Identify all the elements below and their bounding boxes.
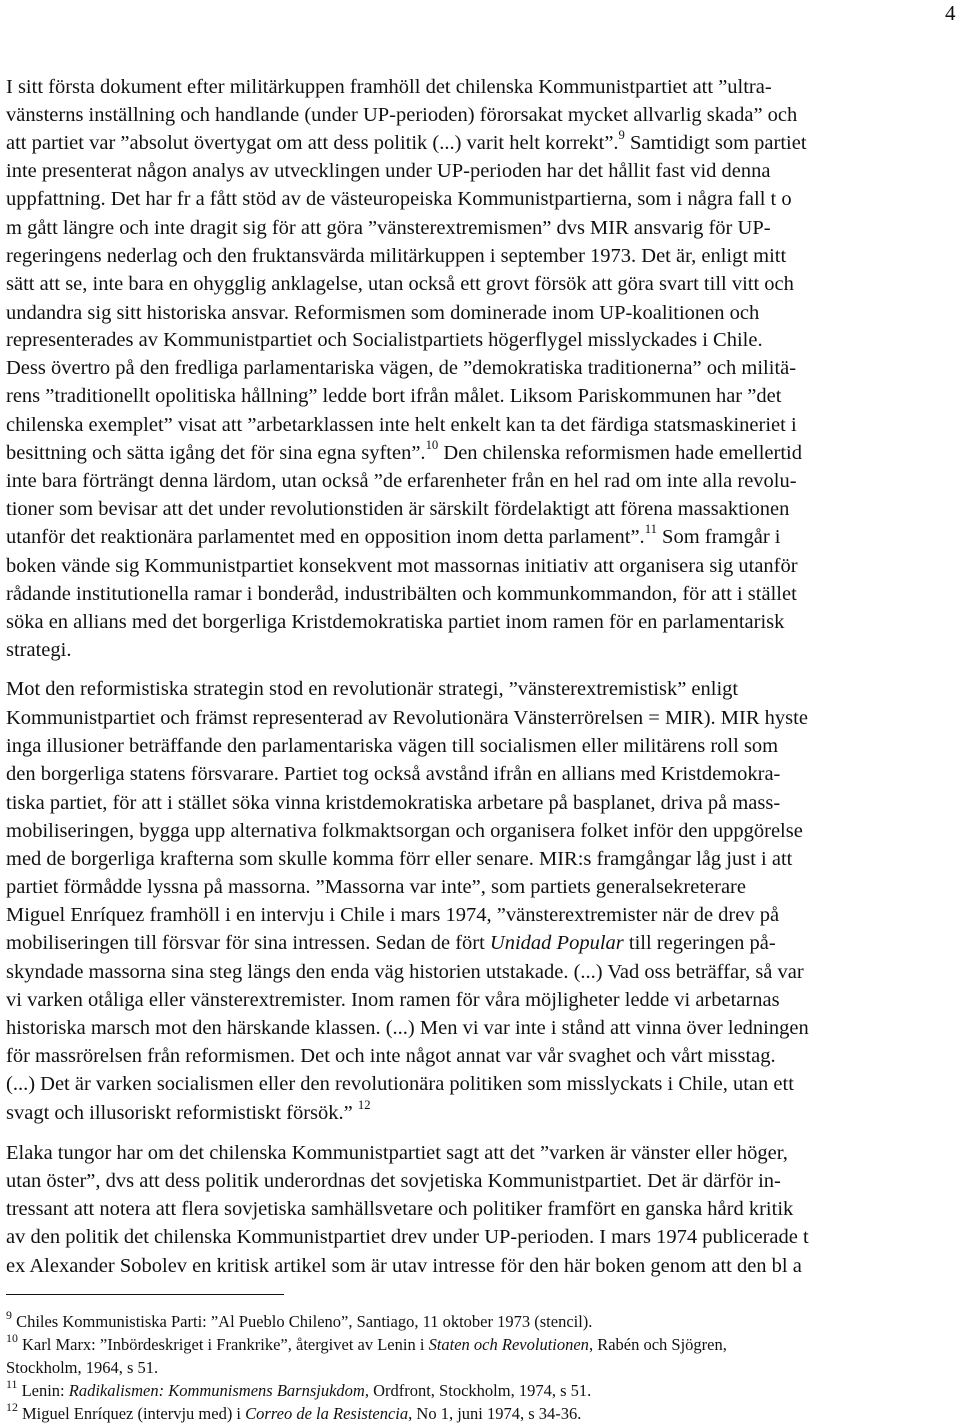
body-line [6, 102, 797, 128]
text-segment: boken vände sig Kommunistpartiet konsekvent mot massornas initiativ att organisera sig utanför [6, 555, 798, 577]
body-line [6, 1168, 781, 1194]
text-segment: I sitt första dokument efter militärkuppen framhöll det chilenska Kommunistpartiet att ”ultra- [6, 76, 772, 98]
body-line [6, 1253, 802, 1279]
body-line [6, 987, 780, 1013]
text-segment: Som framgår i [656, 526, 781, 548]
footnote-marker: 12 [6, 1399, 18, 1414]
text-segment: historiska marsch mot den härskande klassen. (...) Men vi var inte i stånd att vinna över ledningen [6, 1017, 809, 1039]
footnote-marker: 9 [618, 128, 625, 143]
body-line [6, 524, 780, 550]
body-line [6, 902, 779, 928]
footnote-separator [6, 1294, 284, 1295]
text-segment: Samtidigt som partiet [624, 132, 807, 154]
body-line [6, 215, 771, 241]
body-line [6, 874, 746, 900]
text-segment: representerades av Kommunistpartiet och Socialistpartiets högerflygel misslyckades i Chile. [6, 329, 763, 351]
body-line [6, 158, 771, 184]
text-segment: Den chilenska reformismen hade emellertid [438, 442, 803, 464]
footnote-marker: 11 [644, 522, 657, 537]
body-line [6, 1015, 809, 1041]
text-segment: den borgerliga statens försvarare. Partiet tog också avstånd ifrån en allians med Kristdemokra- [6, 763, 781, 785]
body-line [6, 676, 738, 702]
footnote-marker: 12 [357, 1098, 371, 1113]
text-segment: till regeringen på- [623, 932, 776, 954]
text-segment: vi varken otåliga eller vänsterextremister. Inom ramen för våra möjligheter ledde vi arbetarnas [6, 989, 780, 1011]
body-line [6, 733, 778, 759]
text-segment: tioner som bevisar att det under revolutionstiden är särskilt fördelaktigt att förena massaktionen [6, 498, 790, 520]
body-line [6, 327, 763, 353]
text-segment: ex Alexander Sobolev en kritisk artikel som är utav intresse för den här boken genom att den bl a [6, 1255, 802, 1277]
text-segment: inga illusioner beträffande den parlamentariska vägen till socialismen eller militärens roll som [6, 735, 779, 757]
text-segment: uppfattning. Det har fr a fått stöd av de västeuropeiska Kommunistpartierna, som i några fall t o [6, 188, 792, 210]
footnote-marker: 10 [425, 438, 439, 453]
body-line [6, 468, 797, 494]
body-line [6, 1043, 776, 1069]
text-segment: med de borgerliga krafterna som skulle komma förr eller senare. MIR:s framgångar låg just i att [6, 848, 793, 870]
body-line [6, 761, 780, 787]
body-line [6, 1140, 788, 1166]
text-segment: skyndade massorna sina steg längs den enda väg historien utstakade. (...) Vad oss beträffar, så var [6, 961, 804, 983]
text-segment: inte presenterat någon analys av utvecklingen under UP-perioden har det hållit fast vid denna [6, 160, 771, 182]
text-segment: att partiet var ”absolut övertygat om att dess politik (...) varit helt korrekt”. [6, 132, 619, 154]
body-line [6, 186, 792, 212]
text-segment: rens ”traditionellt opolitiska hållning” ledde bort ifrån målet. Liksom Pariskommunen har ”det [6, 385, 782, 407]
text-segment: tiska partiet, för att i stället söka vinna kristdemokratiska arbetare på basplanet, driva på mass- [6, 792, 781, 814]
body-line [6, 243, 786, 269]
text-segment: inte bara förträngt denna lärdom, utan också ”de erfarenheter från en hel rad om inte alla revolu- [6, 470, 797, 492]
page-number: 4 [945, 1, 956, 25]
text-segment: för massrörelsen från reformismen. Det och inte något annat var vår svaghet och vårt misstag. [6, 1045, 776, 1067]
text-segment: (...) Det är varken socialismen eller den revolutionära politiken som misslyckats i Chile, utan ett [6, 1073, 794, 1095]
body-line [6, 412, 797, 438]
text-segment: Stockholm, 1964, s 51. [6, 1358, 159, 1377]
body-line [6, 846, 792, 872]
text-segment: Karl Marx: ”Inbördeskriget i Frankrike”, återgivet av Lenin i [17, 1335, 429, 1354]
body-line [6, 609, 784, 635]
text-segment: m gått längre och inte dragit sig för att göra ”vänsterextremismen” dvs MIR ansvarig för UP- [6, 217, 771, 239]
text-segment: utan öster”, dvs att dess politik underordnas det sovjetiska Kommunistpartiet. Det är därför in- [6, 1170, 781, 1192]
body-line [6, 553, 798, 579]
text-segment: Lenin: [17, 1381, 69, 1400]
body-line [6, 637, 71, 663]
text-segment: partiet förmådde lyssna på massorna. ”Massorna var inte”, som partiets generalsekreterare [6, 876, 746, 898]
footnote-line [6, 1357, 158, 1378]
body-line [6, 1196, 793, 1222]
text-segment: Miguel Enríquez framhöll i en intervju i Chile i mars 1974, ”vänsterextremister när de drev på [6, 904, 780, 926]
body-line [6, 1100, 371, 1126]
text-segment: vänsterns inställning och handlande (under UP-perioden) förorsakat mycket allvarlig skada” och [6, 104, 798, 126]
body-line [6, 1071, 794, 1097]
text-segment: Miguel Enríquez (intervju med) i [17, 1404, 246, 1423]
footnote-line [6, 1376, 592, 1401]
body-line [6, 271, 794, 297]
body-line [6, 818, 803, 844]
text-segment: strategi. [6, 639, 72, 661]
footnote-line [6, 1399, 582, 1424]
text-segment: mobiliseringen, bygga upp alternativa folkmaktsorgan och organisera folket inför den uppgörelse [6, 820, 803, 842]
text-segment: regeringens nederlag och den fruktansvärda militärkuppen i september 1973. Det är, enligt mitt [6, 245, 787, 267]
body-line [6, 74, 772, 100]
body-line [6, 496, 789, 522]
text-segment: , Ordfront, Stockholm, 1974, s 51. [364, 1381, 592, 1400]
italic-text: Unidad Popular [489, 932, 624, 954]
text-segment: svagt och illusoriskt reformistiskt försök.” [6, 1102, 358, 1124]
text-segment: söka en allians med det borgerliga Kristdemokratiska partiet inom ramen för en parlamentarisk [6, 611, 785, 633]
body-line [6, 959, 804, 985]
footnote-marker: 9 [6, 1307, 12, 1322]
text-segment: undandra sig sitt historiska ansvar. Reformismen som dominerade inom UP-koalitionen och [6, 302, 760, 324]
italic-text: Staten och Revolutionen [428, 1335, 589, 1354]
body-line [6, 930, 776, 956]
body-line [6, 440, 802, 466]
text-segment: Dess övertro på den fredliga parlamentariska vägen, de ”demokratiska traditionerna” och militä- [6, 357, 797, 379]
body-line [6, 705, 808, 731]
footnote-line [6, 1330, 727, 1355]
footnote-line [6, 1307, 593, 1332]
body-line [6, 383, 781, 409]
italic-text: Correo de la Resistencia [245, 1404, 409, 1423]
text-segment: av den politik det chilenska Kommunistpartiet drev under UP-perioden. I mars 1974 publicerade t [6, 1226, 809, 1248]
text-segment: Kommunistpartiet och främst representerad av Revolutionära Vänsterrörelsen = MIR). MIR hyste [6, 707, 808, 729]
text-segment: besittning och sätta igång det för sina egna syften”. [6, 442, 426, 464]
footnote-marker: 11 [6, 1376, 18, 1391]
body-line [6, 1224, 809, 1250]
text-segment: Elaka tungor har om det chilenska Kommunistpartiet sagt att det ”varken är vänster eller höger, [6, 1142, 788, 1164]
text-segment: , Rabén och Sjögren, [588, 1335, 727, 1354]
text-segment: mobiliseringen till försvar för sina intressen. Sedan de fört [6, 932, 490, 954]
text-segment: Mot den reformistiska strategin stod en revolutionär strategi, ”vänsterextremistisk” enligt [6, 678, 739, 700]
italic-text: Radikalismen: Kommunismens Barnsjukdom [68, 1381, 365, 1400]
body-line [6, 300, 759, 326]
text-segment: tressant att notera att flera sovjetiska samhällsvetare och politiker framfört en ganska hård kritik [6, 1198, 794, 1220]
text-segment: utanför det reaktionära parlamentet med en opposition inom detta parlament”. [6, 526, 645, 548]
text-segment: Chiles Kommunistiska Parti: ”Al Pueblo Chileno”, Santiago, 11 oktober 1973 (stencil). [11, 1312, 593, 1331]
text-segment: sätt att se, inte bara en ohygglig anklagelse, utan också ett grovt försök att göra svart till vitt och [6, 273, 794, 295]
text-segment: rådande institutionella ramar i bonderåd, industribälten och kommunkommandon, för att i stället [6, 583, 797, 605]
body-line [6, 790, 780, 816]
text-segment: , No 1, juni 1974, s 34-36. [408, 1404, 582, 1423]
body-line [6, 581, 797, 607]
body-line [6, 355, 796, 381]
body-line [6, 130, 807, 156]
text-segment: chilenska exemplet” visat att ”arbetarklassen inte helt enkelt kan ta det färdiga statsmaskineriet i [6, 414, 797, 436]
footnote-marker: 10 [6, 1330, 18, 1345]
